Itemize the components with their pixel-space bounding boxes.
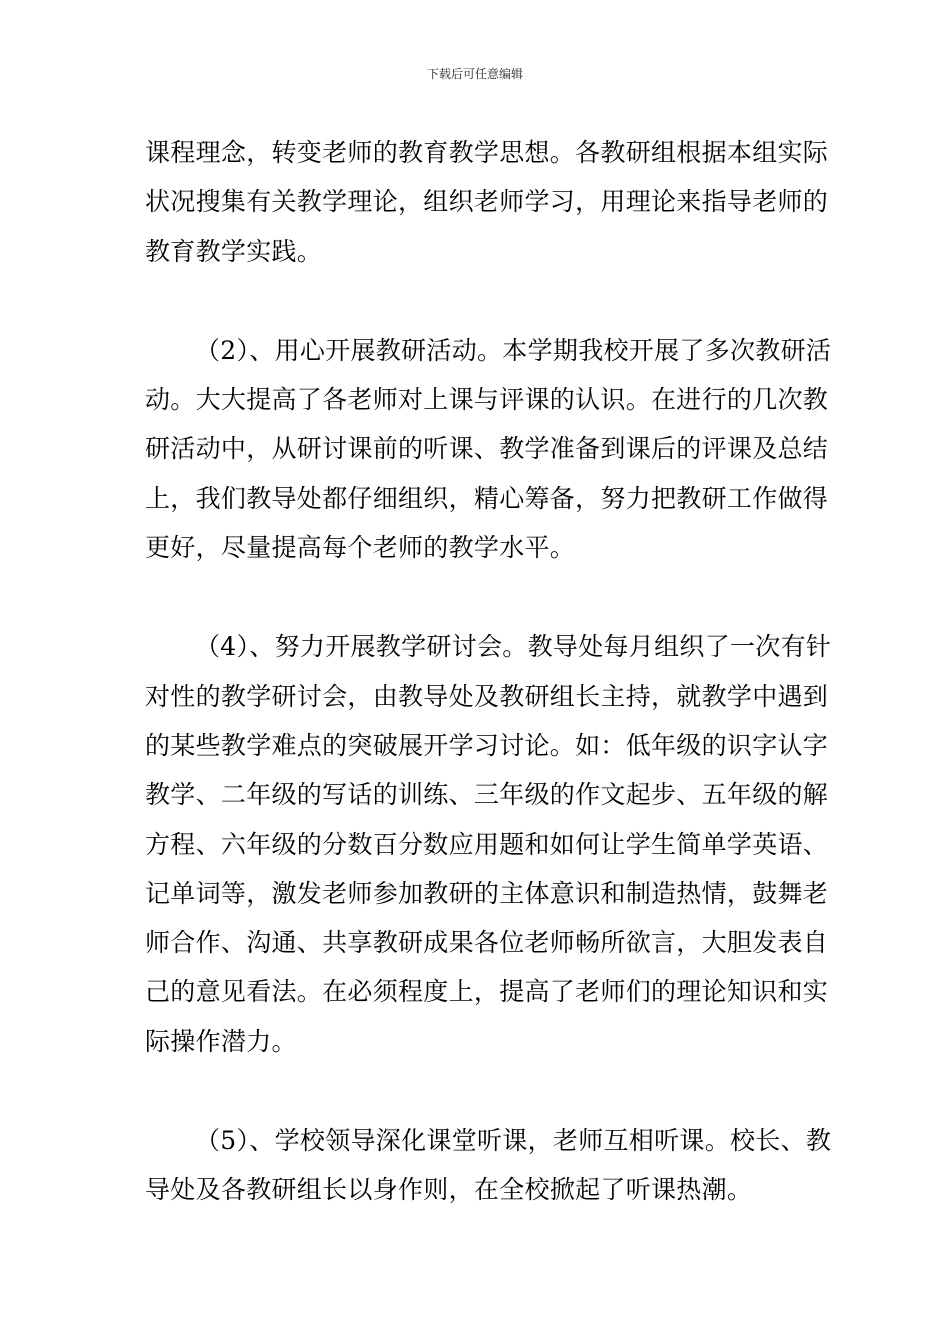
paragraph-gap: [145, 572, 835, 622]
page-header: 下载后可任意编辑: [426, 67, 523, 81]
paragraph-3: （4）、努力开展教学研讨会。教导处每月组织了一次有针对性的教学研讨会，由教导处及教研组长主持，就教学中遇到的某些教学难点的突破展开学习讨论。如：低年级的识字认字教学、二年级的写话的训练、三年级的作文起步、五年级的解方程、六年级的分数百分数应用题和如何让学生简单学英语、记单词等，激发老师参加教研的主体意识和制造热情，鼓舞老师合作、沟通、共享教研成果各位老师畅所欲言，大胆发表自己的意见看法。在必须程度上，提高了老师们的理论知识和实际操作潜力。: [145, 632, 832, 1056]
paragraph-gap: [145, 1066, 835, 1116]
paragraph-gap: [145, 276, 835, 326]
paragraph-2: （2）、用心开展教研活动。本学期我校开展了多次教研活动。大大提高了各老师对上课与评课的认识。在进行的几次教研活动中，从研讨课前的听课、教学准备到课后的评课及总结上，我们教导处都仔细组织，精心筹备，努力把教研工作做得更好，尽量提高每个老师的教学水平。: [145, 335, 832, 563]
paragraph-1: 课程理念，转变老师的教育教学思想。各教研组根据本组实际状况搜集有关教学理论，组织老师学习，用理论来指导老师的教育教学实践。: [145, 138, 829, 266]
paragraph-4: （5）、学校领导深化课堂听课，老师互相听课。校长、教导处及各教研组长以身作则，在全校掀起了听课热潮。: [145, 1126, 832, 1205]
document-body: [145, 128, 835, 1215]
